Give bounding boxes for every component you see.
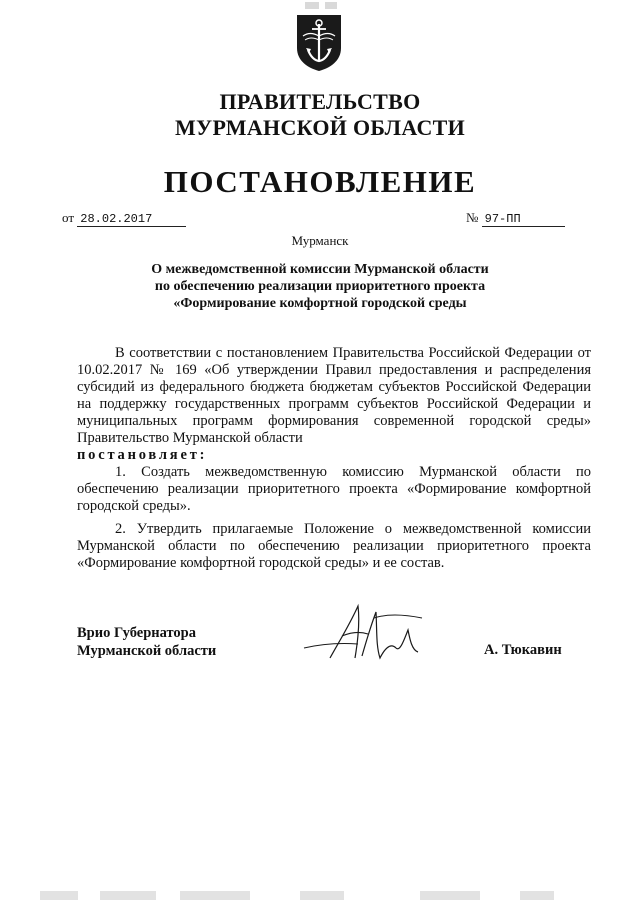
city-name: Мурманск	[291, 233, 349, 248]
decree-word: постановляет:	[77, 447, 208, 463]
signer-position-line1: Врио Губернатора	[77, 625, 196, 641]
scan-mark	[300, 891, 344, 900]
scan-footer-marks	[0, 891, 640, 901]
preamble-paragraph: В соответствии с постановлением Правительства Российской Федерации от 10.02.2017 № 169 «Об утверждении Правил предоставления и распределения субсидий из федерального бюджета бюджетам субъектов Российской Федерации на поддержку государственных программ субъектов Российской Федерации и муниципальных программ формирования современной городской среды» Правительство Мурманской области	[77, 345, 591, 446]
decree-subject	[0, 261, 640, 312]
date-row	[62, 210, 186, 227]
subject-line1: О межведомственной комиссии Мурманской области	[151, 262, 489, 277]
scan-mark	[305, 2, 319, 9]
handwritten-signature	[300, 600, 430, 670]
date-value: 28.02.2017	[77, 212, 186, 227]
scan-mark	[325, 2, 337, 9]
document-type-title: ПОСТАНОВЛЕНИЕ	[163, 164, 477, 199]
government-title-line1: ПРАВИТЕЛЬСТВО	[219, 89, 421, 114]
scan-mark	[100, 891, 156, 900]
decree-item-2: 2. Утвердить прилагаемые Положение о межведомственной комиссии Мурманской области по обеспечению реализации приоритетного проекта «Формирование комфортной городской среды» и ее состав.	[77, 521, 591, 571]
signer-position-line2: Мурманской области	[77, 643, 217, 659]
subject-line3: «Формирование комфортной городской среды	[173, 296, 467, 311]
scan-mark	[180, 891, 250, 900]
number-prefix: №	[466, 210, 479, 225]
coat-of-arms-icon	[294, 12, 344, 72]
subject-line2: по обеспечению реализации приоритетного проекта	[154, 279, 486, 294]
decree-body	[77, 345, 591, 572]
number-row	[466, 210, 565, 227]
scan-mark	[520, 891, 554, 900]
signer-name: А. Тюкавин	[484, 642, 562, 658]
government-title-line2: МУРМАНСКОЙ ОБЛАСТИ	[174, 115, 466, 140]
signer-position	[77, 624, 216, 660]
date-prefix: от	[62, 210, 75, 225]
decree-item-1: 1. Создать межведомственную комиссию Мурманской области по обеспечению реализации приоритетного проекта «Формирование комфортной городской среды».	[77, 464, 591, 514]
number-value: 97-ПП	[482, 212, 565, 227]
scan-mark	[40, 891, 78, 900]
scan-mark	[420, 891, 480, 900]
